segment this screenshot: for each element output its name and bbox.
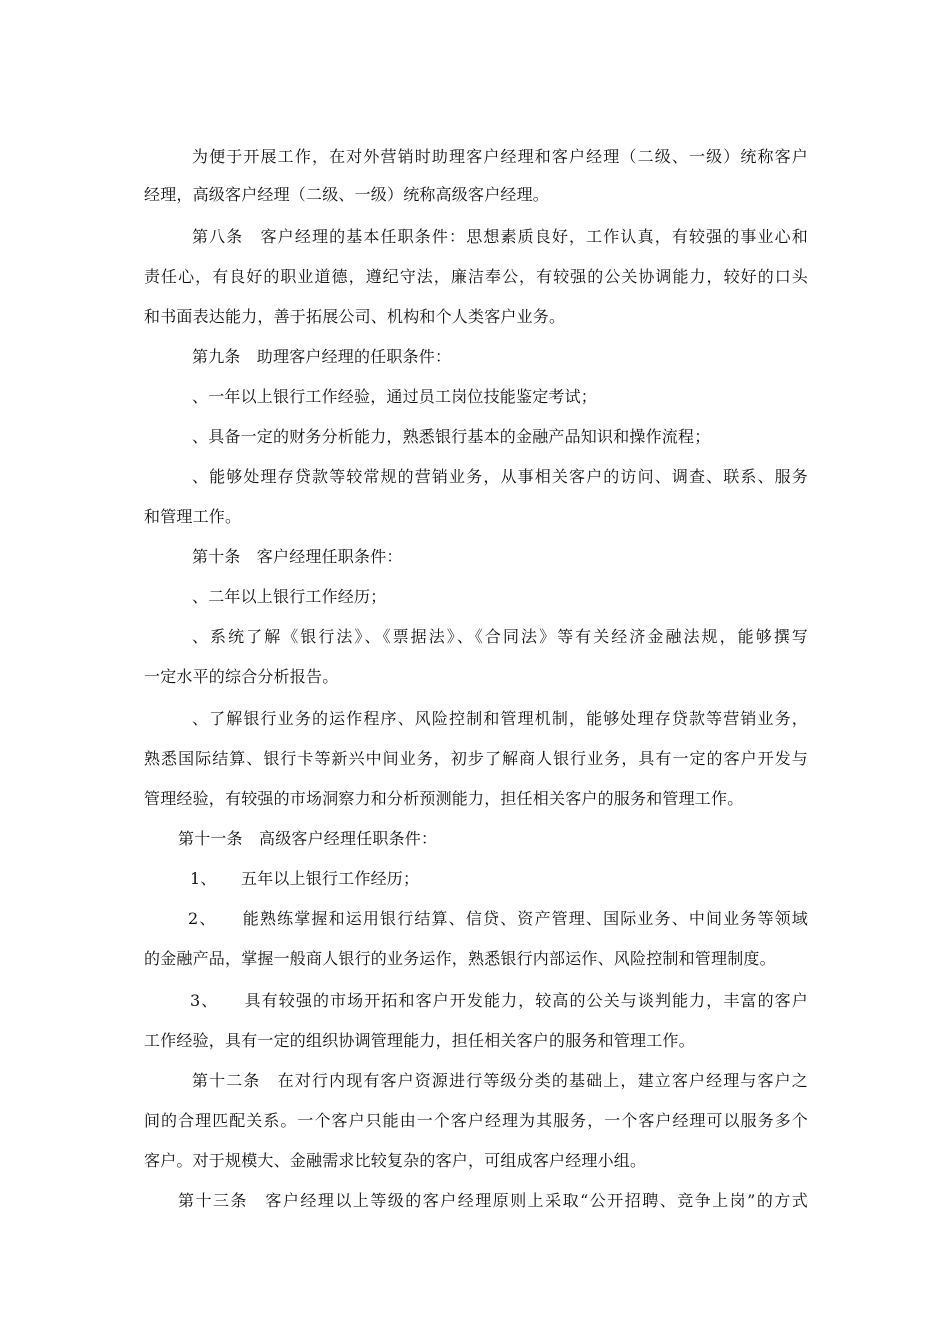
text-line: 、二年以上银行工作经历； <box>192 587 387 606</box>
text-line: 和书面表达能力，善于拓展公司、机构和个人类客户业务。 <box>144 307 566 326</box>
text-line: 一定水平的综合分析报告。 <box>144 667 339 686</box>
text-line: 、了解银行业务的运作程序、风险控制和管理机制，能够处理存贷款等营销业务， <box>192 709 808 728</box>
text-line: 责任心，有良好的职业道德，遵纪守法，廉洁奉公，有较强的公关协调能力，较好的口头 <box>144 267 808 286</box>
text-line: 管理经验，有较强的市场洞察力和分析预测能力，担任相关客户的服务和管理工作。 <box>144 789 744 808</box>
text-line: 和管理工作。 <box>144 507 242 526</box>
text-line: 工作经验，具有一定的组织协调管理能力，担任相关客户的服务和管理工作。 <box>144 1031 695 1050</box>
text-line: 第十二条 在对行内现有客户资源进行等级分类的基础上，建立客户经理与客户之 <box>192 1071 808 1090</box>
text-line: 熟悉国际结算、银行卡等新兴中间业务，初步了解商人银行业务，具有一定的客户开发与 <box>144 749 808 768</box>
text-line: 第十条 客户经理任职条件： <box>192 547 403 566</box>
text-line: 3、 具有较强的市场开拓和客户开发能力，较高的公关与谈判能力，丰富的客户 <box>190 991 808 1010</box>
text-line: 、具备一定的财务分析能力，熟悉银行基本的金融产品知识和操作流程； <box>192 427 711 446</box>
text-line: 、一年以上银行工作经验，通过员工岗位技能鉴定考试； <box>192 387 598 406</box>
text-line: 第十三条 客户经理以上等级的客户经理原则上采取“公开招聘、竞争上岗”的方式 <box>178 1191 808 1210</box>
text-line: 、系统了解《银行法》、《票据法》、《合同法》等有关经济金融法规，能够撰写 <box>192 627 808 646</box>
text-line: 第十一条 高级客户经理任职条件： <box>178 829 438 848</box>
text-line: 第八条 客户经理的基本任职条件：思想素质良好，工作认真，有较强的事业心和 <box>192 227 808 246</box>
text-line: 1、 五年以上银行工作经历； <box>190 869 420 888</box>
text-line: 为便于开展工作，在对外营销时助理客户经理和客户经理（二级、一级）统称客户 <box>192 147 808 166</box>
text-line: 第九条 助理客户经理的任职条件： <box>192 347 452 366</box>
text-line: 经理，高级客户经理（二级、一级）统称高级客户经理。 <box>144 185 550 204</box>
text-line: 间的合理匹配关系。一个客户只能由一个客户经理为其服务，一个客户经理可以服务多个 <box>144 1111 808 1130</box>
text-line: 、能够处理存贷款等较常规的营销业务，从事相关客户的访问、调查、联系、服务 <box>192 467 808 486</box>
text-line: 客户。对于规模大、金融需求比较复杂的客户，可组成客户经理小组。 <box>144 1151 647 1170</box>
text-line: 2、 能熟练掌握和运用银行结算、信贷、资产管理、国际业务、中间业务等领域 <box>188 909 808 928</box>
text-line: 的金融产品，掌握一般商人银行的业务运作，熟悉银行内部运作、风险控制和管理制度。 <box>144 949 776 968</box>
